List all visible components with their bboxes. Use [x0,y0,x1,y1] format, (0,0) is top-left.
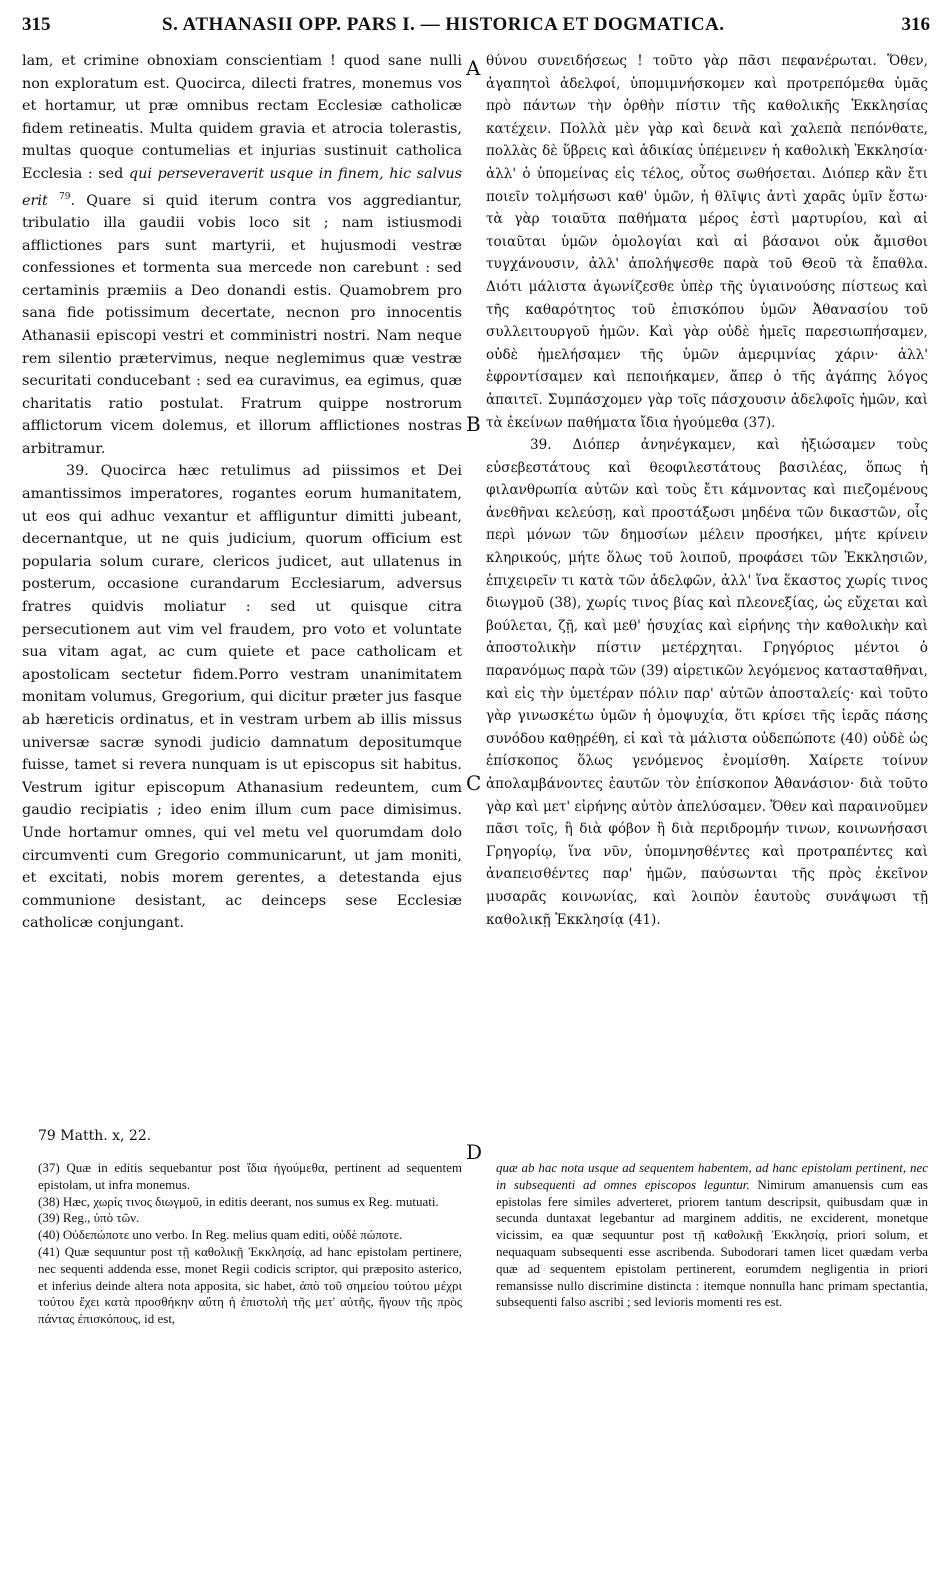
margin-marker-b: B [466,412,481,436]
notes-left-column [38,1160,462,1460]
latin-paragraph-2: 39. Quocirca hæc retulimus ad piissimos et Dei amantissimos imperatores, rogantes eorum humanitatem, ut eos qui adhuc vexantur et affliguntur dimitti jubeant, decernantque, ut ne quis judicium, quorum officium est popularia solum curare, clericos judicet, aut ullatenus in posterum, occasione curandarum Ecclesiarum, adversus fratres quidvis moliatur : sed ut quisque citra persecutionem aut vim vel fraudem, pro voto et voluntate sua vitam agat, ac cum quiete et pace catholicam et apostolicam sectetur fidem.Porro vestram unanimitatem monitam volumus, Gregorium, qui dicitur præter jus fasque ab hæreticis ordinatus, et in vestram urbem ab illis missus universæ sacræ synodi judicio damnatum depositumque fuisse, tamet si revera nunquam is ut episcopus sit habitus. Vestrum igitur episcopum Athanasium redeuntem, cum gaudio recipiatis ; ideo enim illum cum pace dimisimus. Unde hortamur omnes, qui vel metu vel quorumdam dolo circumventi cum Gregorio communicarunt, ut jam moniti, et excitati, nobis morem gerentes, a detestanda ejus communione desistant, ac deinceps sese Ecclesiæ catholicæ conjungant. [22,463,462,932]
note-41: (41) Quæ sequuntur post τῇ καθολικῇ Ἐκκλησίᾳ, ad hanc epistolam pertinere, nec sequenti addenda esse, monet Regii codicis scriptor, qui præposito asterico, et inferius deinde altera nota apposita, sic habet, ἀπὸ τοῦ σημείου τούτου μέχρι τούτου ἔχει κατὰ προσθήκην αὕτη ἡ ἐπιστολὴ τῆς μετ' αὐτῆς, ἤγουν τῆς πρὸς πάντας ἐπισκόπους, id est, [38,1243,462,1327]
margin-marker-c: C [466,771,482,795]
latin-text-1-rest: . Quare si quid iterum contra vos aggrediantur, tribulatio illa gaudii vobis loco sit ; nam istiusmodi afflictiones pars sunt martyrii, et hujusmodi vestræ confessiones et tormenta sua mercede non carebunt : sed certaminis præmiis a Deo donandi estis. Quamobrem pro sana fide potissimum decertate, necnon pro innocentis Athanasii episcopi vestri et comministri nostri. Nam neque rem silentio prætervimus, neque neglemimus quæ vestræ securitati conducebant : sed ea curavimus, ea egimus, quæ charitatis ratio postulat. Fratrum quippe nostrorum afflictorum vicem dolemus, et illorum afflictiones nostras arbitramur. [22,192,462,457]
page-number-left: 315 [22,14,51,35]
latin-quote: qui perseveraverit usque in finem, hic salvus erit [22,165,462,209]
note-37: (37) Quæ in editis sequebantur post ἴδια ἡγούμεθα, pertinent ad sequentem epistolam, ut infra monemus. [38,1160,462,1192]
latin-paragraph-1 [22,50,462,460]
latin-column [22,50,462,1090]
margin-marker-a: A [466,56,481,80]
greek-paragraph-1: θύνου συνειδήσεως ! τοῦτο γὰρ πᾶσι πεφανέρωται. Ὅθεν, ἀγαπητοὶ ἀδελφοί, ὑπομιμνήσκομεν καὶ προτρεπόμεθα ὑμᾶς πρὸ πάντων τὴν ὀρθὴν πίστιν τῆς καθολικῆς Ἐκκλησίας κατέχειν. Πολλὰ μὲν γὰρ καὶ δεινὰ καὶ χαλεπὰ πεπόνθατε, πολλὰς δὲ ὕβρεις καὶ ἀδικίας ὑπέμεινεν ἡ καθολικὴ Ἐκκλησία· ἀλλ' ὁ ὑπομείνας εἰς τέλος, οὗτος σωθήσεται. Διόπερ κἂν ἔτι ποιεῖν τολμήσωσι καθ' ὑμῶν, ἡ θλῖψις ἀντὶ χαρᾶς ὑμῖν ἔστω· τὰ γὰρ τοιαῦτα παθήματα μέρος ἐστὶ μαρτυρίου, καὶ αἱ τοιαῦται ὑμῶν ὁμολογίαι καὶ αἱ βάσανοι οὐκ ἄμισθοι τυγχάνουσιν, ἀλλ' ἀπολήψεσθε παρὰ τοῦ Θεοῦ τὰ ἔπαθλα. Διότι μάλιστα ἀγωνίζεσθε ὑπὲρ τῆς ὑγιαινούσης πίστεως καὶ τῆς καθαρότητος τοῦ ἐπισκόπου ὑμῶν Ἀθανασίου τοῦ συλλειτουργοῦ ἡμῶν. Καὶ γὰρ οὐδὲ ἡμεῖς παρεσιωπήσαμεν, οὐδὲ ἠμελήσαμεν τῆς ὑμῶν ἀμεριμνίας χάριν· ἀλλ' ἐφροντίσαμεν καὶ πεποιήκαμεν, ἅπερ ὁ τῆς ἀγάπης λόγος ἀπαιτεῖ. Συμπάσχομεν γὰρ τοῖς πάσχουσιν ἀδελφοῖς ἡμῶν, καὶ τὰ ἐκείνων παθήματα ἴδια ἡγούμεθα (37). [486,53,928,431]
page-header [22,14,930,42]
greek-paragraph-2: 39. Διόπερ ἀνηνέγκαμεν, καὶ ἠξιώσαμεν τοὺς εὐσεβεστάτους καὶ θεοφιλεστάτους βασιλέας, ὅπως ἡ φιλανθρωπία αὐτῶν καὶ τοὺς ἔτι κάμνοντας καὶ πιεζομένους ἀνεθῆναι κελεύσῃ, καὶ προστάξωσι μηδένα τῶν δικαστῶν, οἷς περὶ μόνων τῶν δημοσίων μέλειν προσήκει, μήτε κρίνειν κληρικούς, μήτε ὅλως τοῦ λοιποῦ, προφάσει τῶν Ἐκκλησιῶν, ἐπιχειρεῖν τι κατὰ τῶν ἀδελφῶν, ἀλλ' ἵνα ἕκαστος χωρίς τινος διωγμοῦ (38), χωρίς τινος βίας καὶ πλεονεξίας, ὡς εὔχεται καὶ βούλεται, ζῇ, καὶ μεθ' ἡσυχίας καὶ εἰρήνης τὴν καθολικὴν καὶ ἀποστολικὴν πίστιν μετέρχηται. Γρηγόριος μέντοι ὁ παρανόμως παρὰ τῶν (39) αἱρετικῶν λεγόμενος κατασταθῆναι, καὶ εἰς τὴν ὑμετέραν πόλιν παρ' αὐτῶν ἀποσταλείς· καὶ τοῦτο γὰρ γινωσκέτω ὑμῶν ἡ ὁμοψυχία, ὅτι κρίσει τῆς ἱερᾶς πάσης συνόδου καθῃρέθη, εἰ καὶ τὰ μάλιστα οὐδεπώποτε (40) οὐδὲ ὡς ἐπίσκοπος ὅλως γενόμενος ἐνομίσθη. Χαίρετε τοίνυν ἀπολαμβάνοντες ἑαυτῶν τὸν ἐπίσκοπον Ἀθανάσιον· διὰ τοῦτο γὰρ καὶ μετ' εἰρήνης αὐτὸν ἀπελύσαμεν. Ὅθεν καὶ παραινοῦμεν πᾶσι τοῖς, ἢ διὰ φόβον ἢ διὰ περιδρομήν τινων, κοινωνήσασι Γρηγορίῳ, ἵνα νῦν, ὑπομνησθέντες καὶ προτραπέντες καὶ ἀναπεισθέντες παρ' ἡμῶν, παύσωνται τῆς πρὸς ἐκεῖνον μυσαρᾶς κοινωνίας, καὶ λοιπὸν ἑαυτοὺς συνάψωσι τῇ καθολικῇ Ἐκκλησίᾳ (41). [486,437,928,928]
running-title: S. ATHANASII OPP. PARS I. — HISTORICA ET DOGMATICA. [162,14,725,35]
note-continuation-italic: quæ ab hac nota usque ad sequentem habentem, ad hanc epistolam pertinent, nec in subsequenti ad omnes episcopos leguntur. [496,1160,928,1192]
note-40: (40) Οὐδεπώποτε uno verbo. In Reg. melius quam editi, οὐδὲ πώποτε. [38,1227,403,1243]
greek-column [486,50,928,1090]
note-continuation-text: Nimirum amanuensis cum eas epistolas fere similes adverteret, priorem tantum descripsit, quibusdam quæ in secunda duntaxat legebantur ad marginem additis, ne exciderent, monetque vicissim, ea quæ sequuntur post τῇ καθολικῇ Ἐκκλησίᾳ, priori solum, et nequaquam subsequenti esse ascribenda. Subodorari tamen licet quædam verba quæ ad sequentem epistolam pertinerent, eorumdem negligentia in priori remansisse nullo discrimine distincta : itemque nonnulla hanc primam spectantia, subsequenti falso ascribi ; sed levioris momenti res est. [496,1176,928,1310]
margin-marker-d: D [466,1140,483,1164]
note-continuation [496,1160,928,1311]
notes-right-column [496,1160,928,1460]
page-number-right: 316 [901,14,930,35]
latin-text-1: lam, et crimine obnoxiam conscientiam ! quod sane nulli non exploratum est. Quocirca, dilecti fratres, monemus vos et hortamur, ut præ omnibus rectam Ecclesiæ catholicæ fidem retineatis. Multa quidem gravia et atrocia tolerastis, multas quoque contumelias et injurias sustinuit catholica Ecclesia : sed [22,53,462,182]
footnote-marker: 79 [59,191,71,202]
note-38: (38) Hæc, χωρίς τινος διωγμοῦ, in editis deerant, nos sumus ex Reg. mutuati. [38,1193,439,1209]
footnote-reference: 79 Matth. x, 22. [38,1128,152,1144]
note-39: (39) Reg., ὑπὸ τῶν. [38,1210,140,1226]
